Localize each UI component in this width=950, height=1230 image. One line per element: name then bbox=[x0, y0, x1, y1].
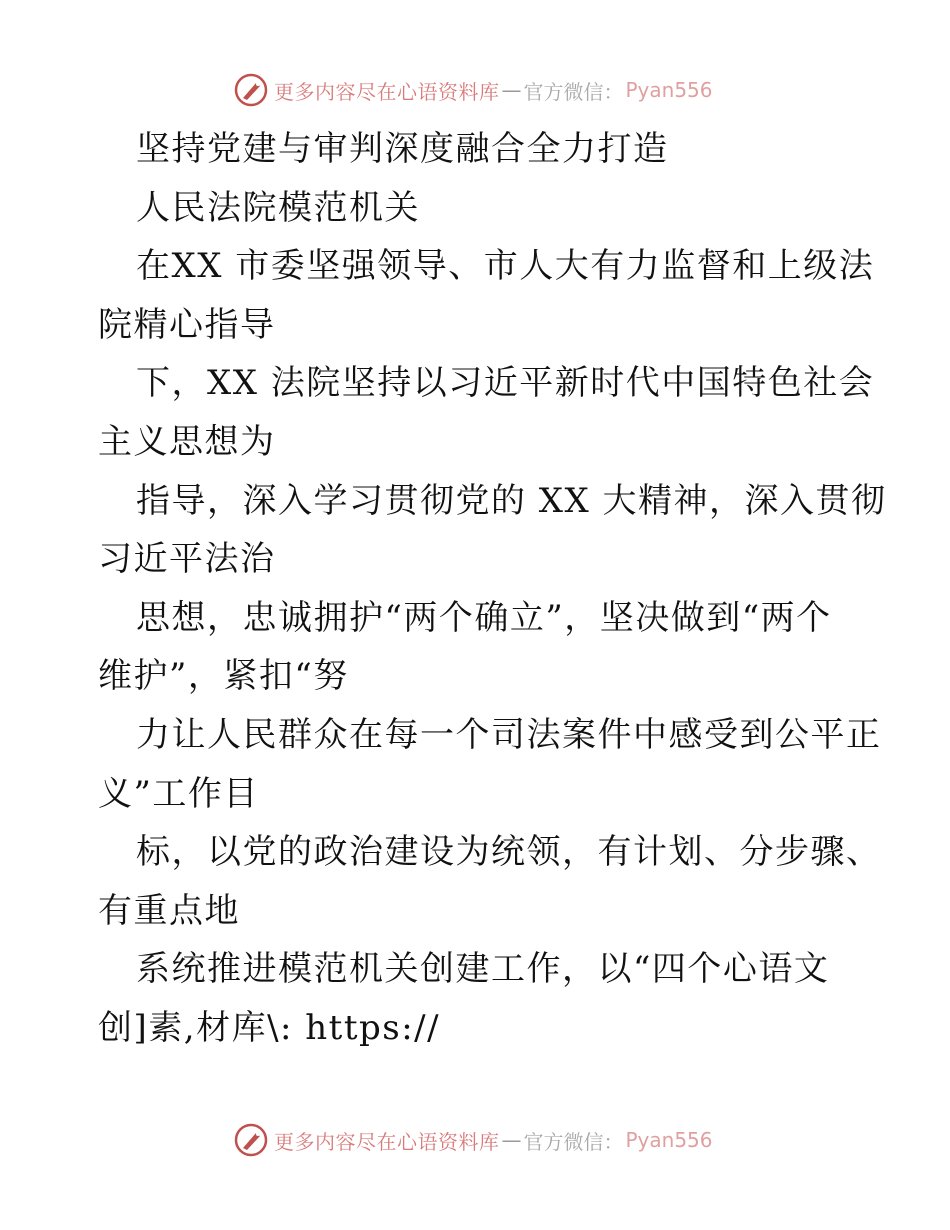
text-line: 人民法院模范机关 bbox=[136, 187, 420, 228]
banner-dash: — bbox=[501, 78, 522, 102]
banner-title: 更多内容尽在心语资料库 bbox=[274, 79, 500, 104]
text-line: 义”工作目 bbox=[98, 773, 259, 814]
text-line: 指导，深入学习贯彻党的 XX 大精神，深入贯彻 bbox=[136, 480, 887, 521]
text-line: 习近平法治 bbox=[98, 539, 276, 580]
text-line: 坚持党建与审判深度融合全力打造 bbox=[136, 129, 669, 169]
text-line: 在XX 市委坚强领导、市人大有力监督和上级法 bbox=[136, 246, 875, 287]
text-line: 系统推进模范机关创建工作，以“四个心语文 bbox=[136, 949, 830, 990]
text-line: 力让人民群众在每一个司法案件中感受到公平正 bbox=[136, 714, 882, 755]
text-line: 思想，忠诚拥护“两个确立”，坚决做到“两个 bbox=[136, 597, 832, 638]
banner-title: 更多内容尽在心语资料库 bbox=[274, 1129, 500, 1154]
banner-wechat-label: 官方微信： bbox=[523, 1129, 624, 1154]
banner-wechat-id: Pyan556 bbox=[625, 1128, 713, 1152]
text-line: 维护”，紧扣“努 bbox=[98, 656, 349, 697]
pen-logo-icon bbox=[234, 1123, 268, 1157]
banner-wechat-label: 官方微信： bbox=[523, 79, 624, 104]
text-line: 下，XX 法院坚持以习近平新时代中国特色社会 bbox=[136, 363, 875, 404]
text-line: 创]素,材库\: https:// bbox=[98, 1007, 441, 1048]
text-line: 标，以党的政治建设为统领，有计划、分步骤、 bbox=[136, 832, 882, 873]
footer-banner bbox=[234, 1120, 713, 1160]
document-body bbox=[98, 120, 887, 1058]
text-line: 有重点地 bbox=[98, 890, 240, 931]
banner-wechat-id: Pyan556 bbox=[625, 78, 713, 102]
pen-logo-icon bbox=[234, 73, 268, 107]
text-line: 院精心指导 bbox=[98, 304, 276, 345]
banner-dash: — bbox=[501, 1128, 522, 1152]
text-line: 主义思想为 bbox=[98, 421, 276, 462]
header-banner bbox=[234, 70, 713, 110]
